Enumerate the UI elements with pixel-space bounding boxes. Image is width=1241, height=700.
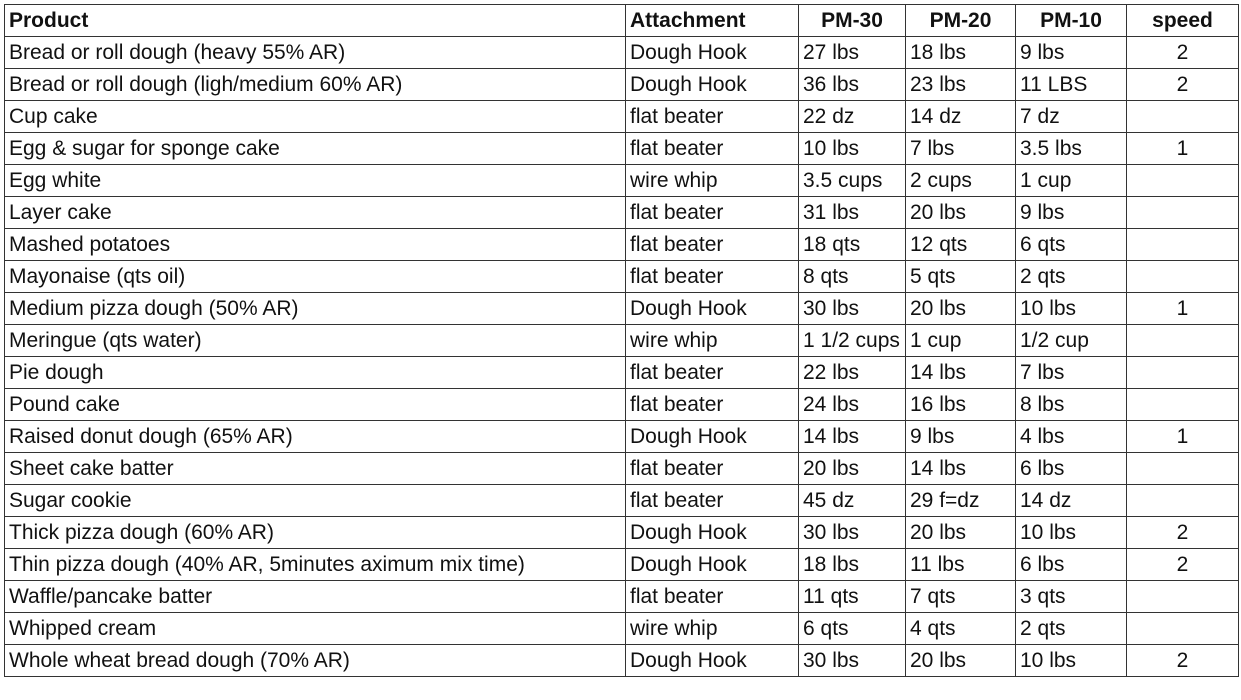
pm-20-cell[interactable]: 4 qts [906,613,1016,645]
speed-cell[interactable] [1127,613,1239,645]
pm-10-cell[interactable]: 14 dz [1016,485,1127,517]
pm-20-cell[interactable]: 18 lbs [906,37,1016,69]
table-row [5,613,1239,645]
product-cell[interactable]: Thick pizza dough (60% AR) [5,517,626,549]
product-cell[interactable]: Medium pizza dough (50% AR) [5,293,626,325]
table-row [5,517,1239,549]
pm-30-cell[interactable]: 30 lbs [799,645,906,677]
pm-20-cell[interactable]: 14 dz [906,101,1016,133]
attachment-cell[interactable]: flat beater [626,261,799,293]
product-cell[interactable]: Layer cake [5,197,626,229]
pm-20-cell[interactable]: 2 cups [906,165,1016,197]
pm-10-cell[interactable]: 2 qts [1016,261,1127,293]
pm-10-cell[interactable]: 7 dz [1016,101,1127,133]
pm-30-cell[interactable]: 1 1/2 cups [799,325,906,357]
table-header [5,5,1239,37]
product-cell[interactable]: Sugar cookie [5,485,626,517]
product-cell[interactable]: Waffle/pancake batter [5,581,626,613]
table-row [5,325,1239,357]
pm-30-cell[interactable]: 45 dz [799,485,906,517]
pm-10-cell[interactable]: 11 LBS [1016,69,1127,101]
product-cell[interactable]: Bread or roll dough (ligh/medium 60% AR) [5,69,626,101]
pm-20-cell[interactable]: 5 qts [906,261,1016,293]
table-row [5,37,1239,69]
pm-10-cell[interactable]: 10 lbs [1016,517,1127,549]
attachment-cell[interactable]: wire whip [626,165,799,197]
header-speed[interactable]: speed [1127,5,1239,37]
pm-10-cell[interactable]: 6 lbs [1016,453,1127,485]
pm-20-cell[interactable]: 29 f=dz [906,485,1016,517]
header-pm-20[interactable]: PM-20 [906,5,1016,37]
speed-cell[interactable] [1127,261,1239,293]
product-cell[interactable]: Whipped cream [5,613,626,645]
pm-20-cell[interactable]: 20 lbs [906,293,1016,325]
pm-30-cell[interactable]: 30 lbs [799,293,906,325]
product-cell[interactable]: Raised donut dough (65% AR) [5,421,626,453]
table-row [5,645,1239,677]
pm-20-cell[interactable]: 12 qts [906,229,1016,261]
pm-30-cell[interactable]: 24 lbs [799,389,906,421]
product-cell[interactable]: Cup cake [5,101,626,133]
pm-10-cell[interactable]: 10 lbs [1016,293,1127,325]
pm-30-cell[interactable]: 22 dz [799,101,906,133]
pm-30-cell[interactable]: 11 qts [799,581,906,613]
pm-20-cell[interactable]: 7 qts [906,581,1016,613]
pm-20-cell[interactable]: 9 lbs [906,421,1016,453]
pm-30-cell[interactable]: 18 qts [799,229,906,261]
product-cell[interactable]: Whole wheat bread dough (70% AR) [5,645,626,677]
product-cell[interactable]: Mashed potatoes [5,229,626,261]
pm-20-cell[interactable]: 20 lbs [906,645,1016,677]
table-row [5,485,1239,517]
product-cell[interactable]: Mayonaise (qts oil) [5,261,626,293]
speed-cell[interactable]: 2 [1127,69,1239,101]
speed-cell[interactable]: 2 [1127,549,1239,581]
attachment-cell[interactable]: Dough Hook [626,421,799,453]
pm-10-cell[interactable]: 1 cup [1016,165,1127,197]
product-cell[interactable]: Thin pizza dough (40% AR, 5minutes aximum mix time) [5,549,626,581]
pm-30-cell[interactable]: 36 lbs [799,69,906,101]
attachment-cell[interactable]: flat beater [626,133,799,165]
pm-10-cell[interactable]: 9 lbs [1016,37,1127,69]
speed-cell[interactable]: 1 [1127,421,1239,453]
pm-10-cell[interactable]: 8 lbs [1016,389,1127,421]
table-row [5,69,1239,101]
pm-10-cell[interactable]: 6 qts [1016,229,1127,261]
pm-20-cell[interactable]: 7 lbs [906,133,1016,165]
speed-cell[interactable] [1127,165,1239,197]
table-body [5,37,1239,677]
speed-cell[interactable]: 2 [1127,517,1239,549]
pm-30-cell[interactable]: 31 lbs [799,197,906,229]
pm-30-cell[interactable]: 8 qts [799,261,906,293]
product-cell[interactable]: Meringue (qts water) [5,325,626,357]
speed-cell[interactable]: 1 [1127,133,1239,165]
table-row [5,101,1239,133]
pm-20-cell[interactable]: 23 lbs [906,69,1016,101]
speed-cell[interactable] [1127,229,1239,261]
speed-cell[interactable]: 1 [1127,293,1239,325]
pm-30-cell[interactable]: 10 lbs [799,133,906,165]
speed-cell[interactable]: 2 [1127,37,1239,69]
table-row [5,549,1239,581]
speed-cell[interactable] [1127,581,1239,613]
pm-30-cell[interactable]: 27 lbs [799,37,906,69]
pm-20-cell[interactable]: 14 lbs [906,453,1016,485]
speed-cell[interactable] [1127,101,1239,133]
attachment-cell[interactable]: Dough Hook [626,37,799,69]
table-row [5,197,1239,229]
pm-10-cell[interactable]: 1/2 cup [1016,325,1127,357]
speed-cell[interactable]: 2 [1127,645,1239,677]
pm-20-cell[interactable]: 1 cup [906,325,1016,357]
attachment-cell[interactable]: Dough Hook [626,549,799,581]
speed-cell[interactable] [1127,357,1239,389]
pm-30-cell[interactable]: 30 lbs [799,517,906,549]
pm-10-cell[interactable]: 6 lbs [1016,549,1127,581]
attachment-cell[interactable]: flat beater [626,581,799,613]
pm-20-cell[interactable]: 20 lbs [906,197,1016,229]
table-row [5,581,1239,613]
pm-20-cell[interactable]: 16 lbs [906,389,1016,421]
product-cell[interactable]: Egg white [5,165,626,197]
pm-20-cell[interactable]: 14 lbs [906,357,1016,389]
attachment-cell[interactable]: wire whip [626,325,799,357]
pm-10-cell[interactable]: 2 qts [1016,613,1127,645]
pm-10-cell[interactable]: 9 lbs [1016,197,1127,229]
pm-30-cell[interactable]: 3.5 cups [799,165,906,197]
header-product[interactable]: Product [5,5,626,37]
pm-10-cell[interactable]: 3.5 lbs [1016,133,1127,165]
attachment-cell[interactable]: Dough Hook [626,517,799,549]
speed-cell[interactable] [1127,325,1239,357]
header-row [5,5,1239,37]
table-row [5,261,1239,293]
speed-cell[interactable] [1127,389,1239,421]
table-row [5,453,1239,485]
attachment-cell[interactable]: flat beater [626,101,799,133]
attachment-cell[interactable]: Dough Hook [626,645,799,677]
pm-30-cell[interactable]: 22 lbs [799,357,906,389]
product-cell[interactable]: Egg & sugar for sponge cake [5,133,626,165]
attachment-cell[interactable]: flat beater [626,229,799,261]
attachment-cell[interactable]: flat beater [626,197,799,229]
pm-30-cell[interactable]: 18 lbs [799,549,906,581]
pm-10-cell[interactable]: 3 qts [1016,581,1127,613]
pm-30-cell[interactable]: 6 qts [799,613,906,645]
pm-20-cell[interactable]: 20 lbs [906,517,1016,549]
speed-cell[interactable] [1127,453,1239,485]
pm-10-cell[interactable]: 10 lbs [1016,645,1127,677]
speed-cell[interactable] [1127,485,1239,517]
header-pm-30[interactable]: PM-30 [799,5,906,37]
table-row [5,229,1239,261]
mixer-capacity-table [4,4,1239,677]
pm-10-cell[interactable]: 7 lbs [1016,357,1127,389]
table-row [5,389,1239,421]
table-row [5,293,1239,325]
attachment-cell[interactable]: flat beater [626,453,799,485]
header-pm-10[interactable]: PM-10 [1016,5,1127,37]
attachment-cell[interactable]: flat beater [626,485,799,517]
pm-20-cell[interactable]: 11 lbs [906,549,1016,581]
product-cell[interactable]: Sheet cake batter [5,453,626,485]
table-row [5,133,1239,165]
header-attachment[interactable]: Attachment [626,5,799,37]
speed-cell[interactable] [1127,197,1239,229]
product-cell[interactable]: Pound cake [5,389,626,421]
attachment-cell[interactable]: flat beater [626,357,799,389]
attachment-cell[interactable]: Dough Hook [626,293,799,325]
table-row [5,421,1239,453]
attachment-cell[interactable]: wire whip [626,613,799,645]
pm-30-cell[interactable]: 20 lbs [799,453,906,485]
table-row [5,165,1239,197]
product-cell[interactable]: Bread or roll dough (heavy 55% AR) [5,37,626,69]
attachment-cell[interactable]: Dough Hook [626,69,799,101]
table-row [5,357,1239,389]
product-cell[interactable]: Pie dough [5,357,626,389]
pm-30-cell[interactable]: 14 lbs [799,421,906,453]
pm-10-cell[interactable]: 4 lbs [1016,421,1127,453]
attachment-cell[interactable]: flat beater [626,389,799,421]
